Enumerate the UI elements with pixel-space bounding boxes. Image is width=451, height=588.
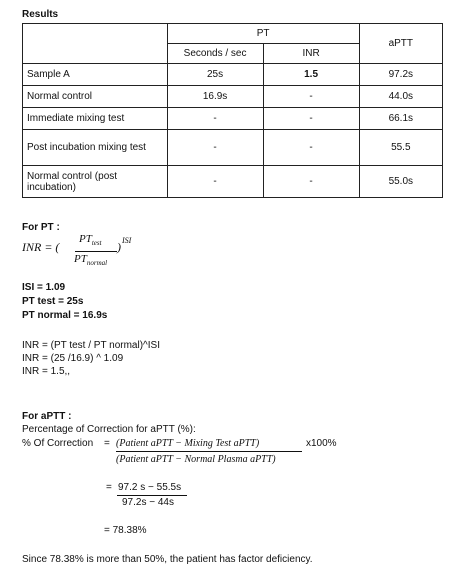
- row-label: Normal control: [23, 86, 168, 108]
- correction-denominator: (Patient aPTT − Normal Plasma aPTT): [116, 454, 276, 465]
- inr-cell: -: [263, 166, 359, 198]
- correction-numerator: (Patient aPTT − Mixing Test aPTT): [116, 438, 260, 449]
- table-row: [23, 108, 443, 130]
- aptt-cell: 55.5: [359, 130, 442, 166]
- aptt-section-title: For aPTT :: [22, 411, 72, 422]
- results-heading: Results: [22, 9, 59, 20]
- seconds-header: Seconds / sec: [167, 44, 263, 64]
- pt-section-title: For PT :: [22, 222, 60, 233]
- conclusion-text: Since 78.38% is more than 50%, the patient has factor deficiency.: [22, 554, 313, 565]
- seconds-cell: 25s: [167, 64, 263, 86]
- inr-fraction-bar: [75, 251, 117, 252]
- inr-formula-numerator: $PT_{test}$: [79, 233, 102, 248]
- row-label: Sample A: [23, 64, 168, 86]
- inr-formula-exponent: ISI: [122, 236, 132, 245]
- inr-cell: 1.5: [263, 64, 359, 86]
- inr-header: INR: [263, 44, 359, 64]
- correction-equals: =: [104, 438, 110, 449]
- inr-formula-lhs: INR = (: [22, 240, 60, 254]
- pt-test-value: PT test = 25s: [22, 296, 84, 307]
- seconds-cell: -: [167, 130, 263, 166]
- inr-calc-line: INR = 1.5,,: [22, 366, 71, 377]
- results-table: [22, 23, 443, 198]
- inr-calc-line: INR = (25 /16.9) ^ 1.09: [22, 353, 124, 364]
- step-numerator: 97.2 s − 55.5s: [118, 482, 182, 493]
- inr-formula-denominator: $PT_{normal}$: [74, 253, 108, 268]
- row-label: Post incubation mixing test: [23, 130, 168, 166]
- table-row: [23, 64, 443, 86]
- seconds-cell: -: [167, 108, 263, 130]
- step-fraction-bar: [117, 495, 187, 496]
- aptt-cell: 97.2s: [359, 64, 442, 86]
- inr-cell: -: [263, 108, 359, 130]
- aptt-cell: 55.0s: [359, 166, 442, 198]
- step-denominator: 97.2s − 44s: [122, 497, 174, 508]
- inr-formula-rhs: ): [117, 240, 121, 254]
- correction-label: % Of Correction: [22, 438, 94, 449]
- aptt-header: aPTT: [359, 24, 442, 64]
- aptt-section-subtitle: Percentage of Correction for aPTT (%):: [22, 424, 196, 435]
- seconds-cell: -: [167, 166, 263, 198]
- table-row: [23, 130, 443, 166]
- aptt-cell: 44.0s: [359, 86, 442, 108]
- table-row: [23, 166, 443, 198]
- pt-group-header: PT: [167, 24, 359, 44]
- correction-result: = 78.38%: [104, 525, 147, 536]
- inr-calc-line: INR = (PT test / PT normal)^ISI: [22, 340, 160, 351]
- table-row: [23, 86, 443, 108]
- row-label: Immediate mixing test: [23, 108, 168, 130]
- inr-cell: -: [263, 86, 359, 108]
- isi-value: ISI = 1.09: [22, 282, 66, 293]
- inr-cell: -: [263, 130, 359, 166]
- correction-multiplier: x100%: [306, 438, 337, 449]
- step-equals: =: [106, 482, 112, 493]
- seconds-cell: 16.9s: [167, 86, 263, 108]
- correction-fraction-bar: [116, 451, 302, 452]
- blank-header-cell: [23, 24, 168, 64]
- row-label: Normal control (post incubation): [23, 166, 168, 198]
- pt-normal-value: PT normal = 16.9s: [22, 310, 108, 321]
- aptt-cell: 66.1s: [359, 108, 442, 130]
